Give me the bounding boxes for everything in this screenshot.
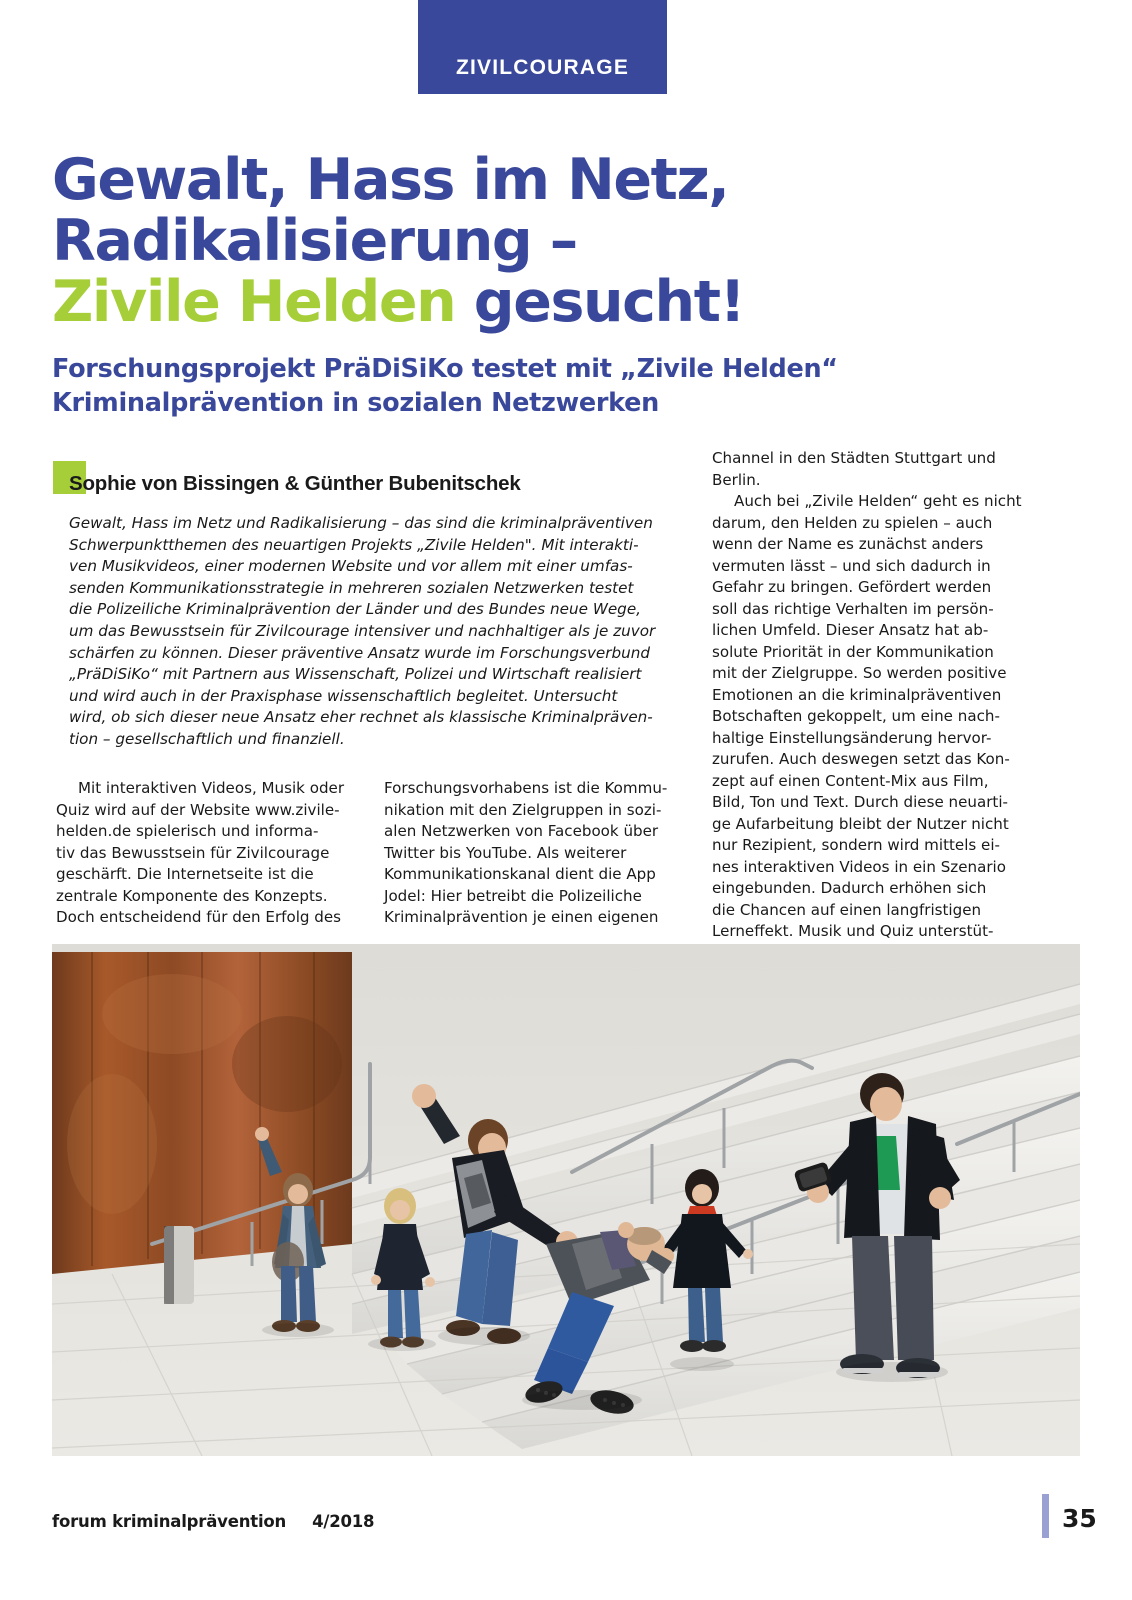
body-line: wenn der Name es zunächst anders [712,535,984,553]
byline-authors: Sophie von Bissingen & Günther Bubenitschek [69,472,521,495]
body-line: eingebunden. Dadurch erhöhen sich [712,879,987,897]
body-line: tiv das Bewusstsein für Zivilcourage [56,843,330,862]
lead-line: Schwerpunktthemen des neuartigen Projekts „Zivile Helden". Mit interakti- [69,535,639,554]
body-line: nikation mit den Zielgruppen in sozi- [384,800,662,819]
lead-line: schärfen zu können. Dieser präventive Ansatz wurde im Forschungsverbund [69,643,651,662]
body-line: Emotionen an die kriminalpräventiven [712,685,1002,704]
lead-line: und wird auch in der Praxisphase wissenschaftlich begleitet. Untersucht [69,686,618,705]
body-line: Lerneffekt. Musik und Quiz unterstüt- [712,922,994,940]
body-line: Channel in den Städten Stuttgart und [712,449,996,467]
body-column-2 [384,778,684,929]
lead-line: wird, ob sich dieser neue Ansatz eher rechnet als klassische Kriminalpräven- [69,708,653,727]
body-line: Doch entscheidend für den Erfolg des [56,908,342,926]
body-line: Jodel: Hier betreibt die Polizeiliche [384,886,642,905]
body-line: Twitter bis YouTube. Als weiterer [384,843,627,862]
body-line: zept auf einen Content-Mix aus Film, [712,771,989,790]
body-line: Mit interaktiven Videos, Musik oder [78,779,345,797]
body-line: zentrale Komponente des Konzepts. [56,886,328,905]
lead-line: tion – gesellschaftlich und finanziell. [69,729,345,748]
footer-publication [52,1512,374,1531]
headline-line-3-tail: gesucht! [455,269,745,336]
kicker-tab [418,0,667,94]
footer-issue: 4/2018 [312,1512,375,1531]
footer-divider [52,1488,1027,1489]
body-line: lichen Umfeld. Dieser Ansatz hat ab- [712,621,989,639]
article-photo [52,944,1080,1456]
body-line: Botschaften gekoppelt, um eine nach- [712,707,1000,725]
page-title [52,147,1062,336]
lead-paragraph [69,513,691,751]
body-line: Forschungsvorhabens ist die Kommu- [384,779,668,797]
body-line: geschärft. Die Internetseite ist die [56,865,314,883]
subtitle-line-2: Kriminalprävention in sozialen Netzwerken [52,387,659,418]
body-line: mit der Zielgruppe. So werden positive [712,664,1007,682]
body-line: Bild, Ton und Text. Durch diese neuarti- [712,793,1008,811]
subtitle-line-1: Forschungsprojekt PräDiSiKo testet mit „Zivile Helden“ [52,354,838,385]
headline-highlight: Zivile Helden [52,269,456,336]
headline-line-3 [52,269,1062,336]
headline-line-2: Radikalisierung – [52,208,577,275]
body-line: Quiz wird auf der Website www.zivile- [56,800,340,819]
page-number: 35 [1062,1504,1097,1533]
headline-line-1: Gewalt, Hass im Netz, [52,147,729,214]
lead-line: „PräDiSiKo“ mit Partnern aus Wissenschaft, Polizei und Wirtschaft realisiert [69,665,642,684]
lead-line: Gewalt, Hass im Netz und Radikalisierung – das sind die kriminalpräventiven [69,514,653,532]
body-line: die Chancen auf einen langfristigen [712,900,982,919]
lead-line: um das Bewusstsein für Zivilcourage intensiver und nachhaltiger als je zuvor [69,621,656,640]
body-line: soll das richtige Verhalten im persön- [712,599,994,618]
kicker-label: ZIVILCOURAGE [455,56,630,79]
body-line: ge Aufarbeitung bleibt der Nutzer nicht [712,814,1009,833]
photo-illustration [52,944,1080,1456]
lead-line: die Polizeiliche Kriminalprävention der Länder und des Bundes neue Wege, [69,600,641,619]
body-line: Kriminalprävention je einen eigenen [384,908,659,926]
body-column-3 [712,448,1024,943]
lead-line: ven Musikvideos, einer modernen Website und vor allem mit einer umfas- [69,557,633,576]
body-line: Gefahr zu bringen. Gefördert werden [712,578,992,596]
body-line: nes interaktiven Videos in ein Szenario [712,857,1006,876]
footer-publication-name: forum kriminalprävention [52,1512,287,1531]
lead-line: senden Kommunikationsstrategie in mehreren sozialen Netzwerken testet [69,578,634,597]
body-line: zurufen. Auch deswegen setzt das Kon- [712,750,1010,768]
body-column-1 [56,778,356,929]
body-line: solute Priorität in der Kommunikation [712,642,994,661]
body-line: darum, den Helden zu spielen – auch [712,513,993,532]
body-line: nur Rezipient, sondern wird mittels ei- [712,836,1000,854]
body-line: vermuten lässt – und sich dadurch in [712,556,991,575]
body-line: helden.de spielerisch und informa- [56,822,319,840]
page-subtitle [52,353,1062,420]
body-line: Kommunikationskanal dient die App [384,865,656,883]
body-line: alen Netzwerken von Facebook über [384,822,659,840]
body-line: haltige Einstellungsänderung hervor- [712,728,992,747]
body-line: Auch bei „Zivile Helden“ geht es nicht [734,492,1022,510]
page-number-bar [1042,1494,1049,1538]
body-line: Berlin. [712,470,761,489]
